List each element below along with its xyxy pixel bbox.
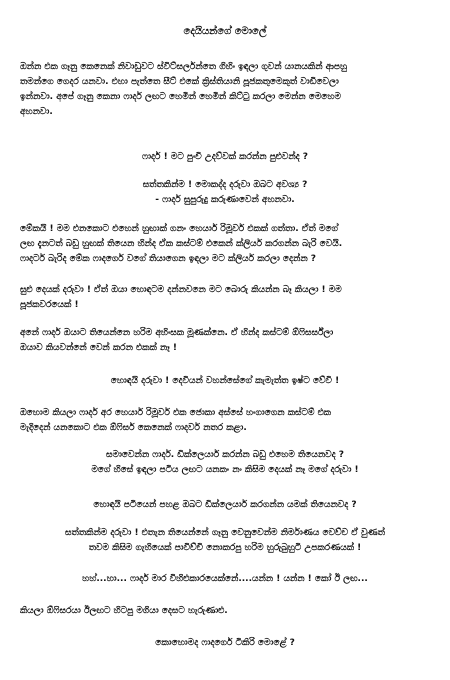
paragraph-line: ෆාදර්ට බැරිද මේක ෆාදර්ගෙ වගේ තියාගෙන ඉඳලා මට ක්ලියර් කරලා දෙන්න ? <box>20 254 317 264</box>
paragraph <box>20 150 430 165</box>
paragraph-line: පූජකවරයෙක් ! <box>20 300 79 310</box>
paragraph <box>20 283 430 313</box>
paragraph-line: ඔහොම කියලා ෆාදර් අර හෙයාර් රිමූවර් එක ජොකා අස්සේ හංගාගෙන කස්ටම් එක <box>20 408 331 418</box>
paragraph <box>20 60 430 120</box>
paragraph-line: - ෆාදර් සුපුරුදු කරුණාවෙන් අහනවා. <box>155 195 295 205</box>
paragraph-line: සත්තකින්ම ! මොකද්ද දරුවා ඔබට අවශ්‍ය ? <box>142 180 308 190</box>
paragraph-line: තවම කිසිම ගැහියෙක් පාවිච්චි නොකරපු හරිම හුරුබුහුටි උපකරණයක් ! <box>88 543 362 553</box>
paragraph-line: ඔන්න එක ගෑනු කෙනෙක් නිවාඩුවට ස්විට්සර්ලන්තෙ ගිහිං ඉඳලා ගුවන් යානයකින් ආපහු <box>20 62 348 72</box>
paragraph <box>20 178 430 208</box>
paragraph-line: මැදිදෙන් යනකොට එක ඕෆිසර් කෙනෙක් ෆාදර්ව නතර කළා. <box>20 423 247 433</box>
paragraph-line: අහනවා. <box>20 107 53 117</box>
page-title: දෙයියන්ගේ මොලේ <box>183 26 267 37</box>
paragraph <box>20 604 430 619</box>
paragraph <box>20 326 430 356</box>
paragraph-line: මගේ හිසේ ඉඳලා පටිය ලඟට යනකං නං කිසිම දෙයක් නෑ මගේ දරුවා ! <box>91 465 359 475</box>
paragraph-line: ලඟ දැනටත් බඩු හුඟක් තියෙන හින්ද ඒක කස්ටම් එකෙන් ක්ලියර් කරගන්න බැරි වෙයි. <box>20 239 343 249</box>
paragraph <box>20 406 430 436</box>
paragraph <box>20 526 430 556</box>
paragraph-line: සත්තකින්ම දරුවා ! එතැන තියෙන්නේ ගෑනු වෙනුවෙන්ම නිර්මාණය වෙච්ච ඒ වුණත් <box>65 528 385 538</box>
paragraph-line: සුළු දෙයක් දරුවා ! ඒත් ඔයා හොඳටම දන්නවනෙ මට බොරු කියන්න බෑ කියලා ! මම <box>20 285 342 295</box>
paragraph <box>20 222 430 267</box>
paragraph <box>20 498 430 513</box>
paragraph-line: ෆාදර් ! මට පුංචි උදව්වක් කරන්න පුළුවන්ද ? <box>142 152 308 162</box>
paragraph-line: හොඳයි පටියෙන් පහළ ඔබට ඩික්ලෙයාර් කරගන්න යමක් තියෙනවද ? <box>93 500 357 510</box>
paragraph-line: හොඳයි දරුවා ! දෙවියන් වහන්සේගේ කැමැත්ත ඉෂ්ට වේවි ! <box>110 376 340 386</box>
paragraph-line: තමන්ගෙ ගෙදර යනවා. එහා පැත්තෙ සීට් එකේ ක්‍රිස්තියානි පූජකතුමෙකුත් වාඩිවෙලා <box>20 77 339 87</box>
paragraph <box>20 448 430 478</box>
paragraph-line: හහ්...හා... ෆාදර් මාර විහිළුකාරයෙක්නේ....යන්න ! යන්න ! කෝ ඊ ලඟ... <box>82 574 368 584</box>
paragraph <box>20 636 430 651</box>
paragraph <box>20 374 430 389</box>
paragraph-line: ඉන්නවා. අපේ ගෑනු කෙනා ෆාදර් ලඟට හෙමින් හෙමින් කිට්ටු කරලා මෙන්න මෙහෙම <box>20 92 341 102</box>
paragraph-line: ඔයාව කියවන්නේ වෙන් කරන එකක් නෑ ! <box>20 343 177 353</box>
paragraph-line: අනේ ෆාදර් ඔයාට තියෙන්නෙ හරිම අහිංසක මූණක්නෙ. ඒ හින්ද කස්ටම් ඕෆිසර්ස්ලා <box>20 328 334 338</box>
paragraph-line: මේකයි ! මම එනකොට එහෙන් හුඟාක් ගනං හෙයාර් රිමූවර් එකක් ගත්තා. ඒත් මගේ <box>20 224 338 234</box>
paragraph <box>20 572 430 587</box>
paragraph-line: කියලා ඕෆිසරයා ඊලඟට හිටපු මගියා දෙසට හැරුණාළු. <box>20 606 228 616</box>
paragraph-line: සමාවෙන්න ෆාදර්. ඩික්ලෙයාර් කරන්න බඩු එහෙම තියෙනවද ? <box>106 450 344 460</box>
paragraph-line: කොහොමද ෆාදර්ගෙ ටිකිරි මොළේ ? <box>155 638 295 648</box>
